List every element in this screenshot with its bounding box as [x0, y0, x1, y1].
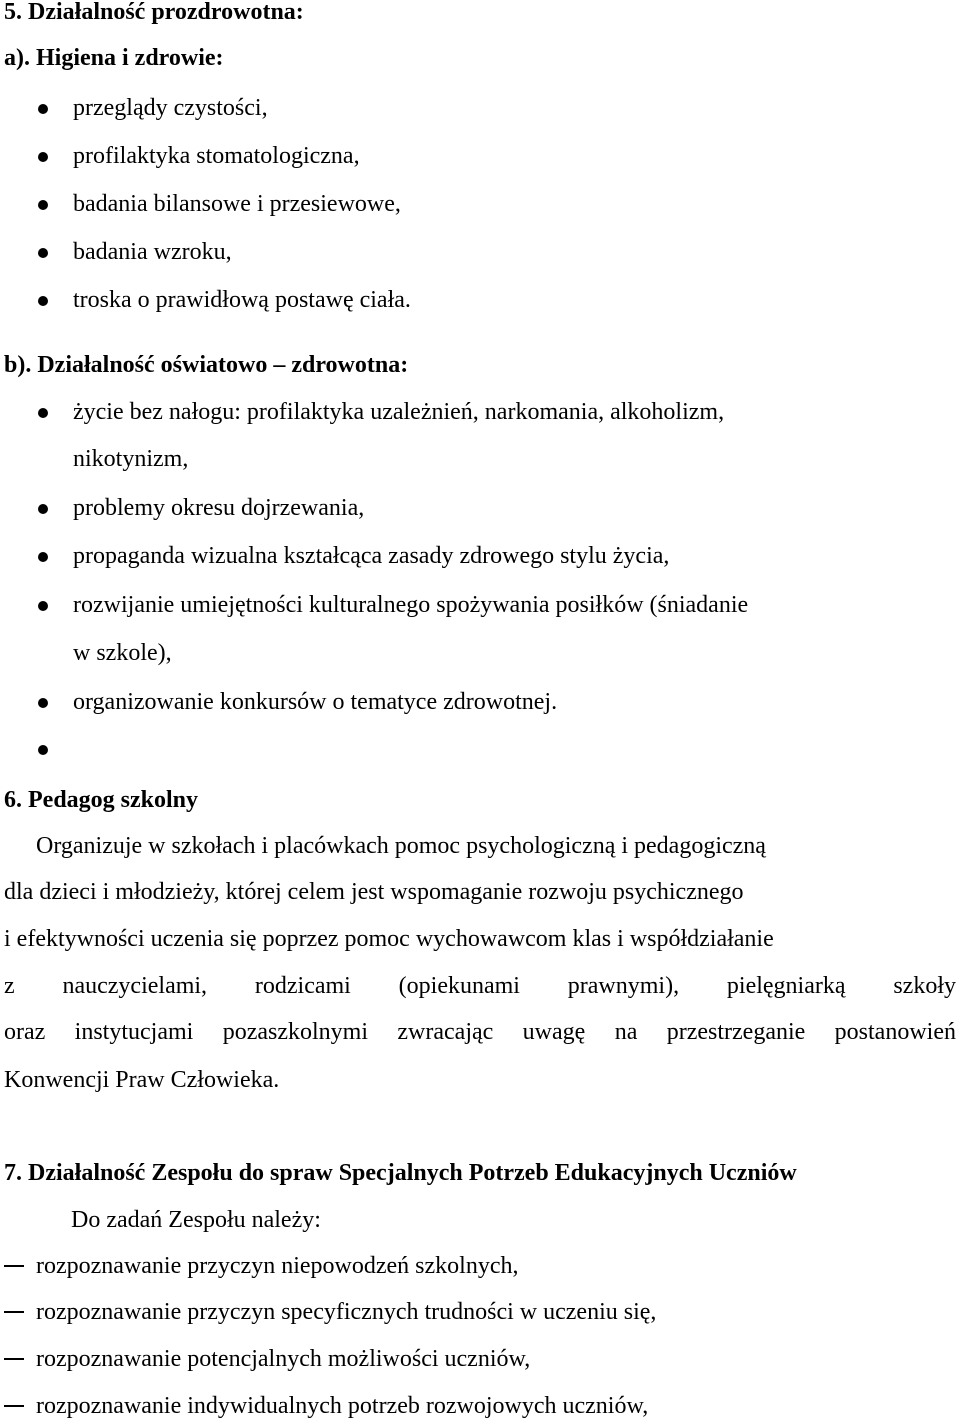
bullet [38, 601, 48, 611]
section-6-heading: 6. Pedagog szkolny [4, 787, 199, 813]
list-item: rozpoznawanie indywidualnych potrzeb rozwojowych uczniów, [36, 1393, 649, 1419]
bullet-empty [38, 745, 48, 755]
section-5b-heading: b). Działalność oświatowo – zdrowotna: [4, 352, 409, 378]
list-item: rozpoznawanie przyczyn niepowodzeń szkolnych, [36, 1253, 519, 1279]
bullet [38, 504, 48, 514]
list-item-continuation: nikotynizm, [73, 446, 189, 472]
paragraph-line: Organizuje w szkołach i placówkach pomoc psychologiczną i pedagogiczną [36, 833, 766, 859]
list-item: przeglądy czystości, [73, 95, 268, 121]
list-item: propaganda wizualna kształcąca zasady zdrowego stylu życia, [73, 543, 670, 569]
paragraph-line-justified: z nauczycielami, rodzicami (opiekunami prawnymi), pielęgniarką szkoły [4, 973, 956, 999]
list-item: rozpoznawanie przyczyn specyficznych trudności w uczeniu się, [36, 1299, 657, 1325]
list-item: troska o prawidłową postawę ciała. [73, 287, 411, 313]
list-item: życie bez nałogu: profilaktyka uzależnień, narkomania, alkoholizm, [73, 399, 725, 425]
bullet [38, 296, 48, 306]
list-item: badania wzroku, [73, 239, 232, 265]
section-5-heading: 5. Działalność prozdrowotna: [4, 0, 304, 25]
bullet [38, 698, 48, 708]
section-5a-heading: a). Higiena i zdrowie: [4, 45, 224, 71]
paragraph-line-justified: oraz instytucjami pozaszkolnymi zwracając uwagę na przestrzeganie postanowień [4, 1019, 956, 1045]
paragraph-line: Konwencji Praw Człowieka. [4, 1067, 280, 1093]
bullet [38, 152, 48, 162]
list-item: profilaktyka stomatologiczna, [73, 143, 360, 169]
list-item: organizowanie konkursów o tematyce zdrowotnej. [73, 689, 558, 715]
bullet [38, 552, 48, 562]
paragraph-line: dla dzieci i młodzieży, której celem jest wspomaganie rozwoju psychicznego [4, 879, 744, 905]
section-7-heading: 7. Działalność Zespołu do spraw Specjalnych Potrzeb Edukacyjnych Uczniów [4, 1160, 797, 1186]
bullet [38, 408, 48, 418]
list-item: rozwijanie umiejętności kulturalnego spożywania posiłków (śniadanie [73, 592, 749, 618]
list-item: rozpoznawanie potencjalnych możliwości uczniów, [36, 1346, 531, 1372]
bullet [38, 248, 48, 258]
list-item-continuation: w szkole), [73, 640, 172, 666]
list-item: problemy okresu dojrzewania, [73, 495, 365, 521]
bullet [38, 104, 48, 114]
dash-bullet [4, 1265, 24, 1267]
bullet [38, 200, 48, 210]
paragraph-line: i efektywności uczenia się poprzez pomoc wychowawcom klas i współdziałanie [4, 926, 774, 952]
dash-bullet [4, 1358, 24, 1360]
dash-bullet [4, 1405, 24, 1407]
section-7-intro: Do zadań Zespołu należy: [71, 1207, 321, 1233]
dash-bullet [4, 1311, 24, 1313]
list-item: badania bilansowe i przesiewowe, [73, 191, 401, 217]
